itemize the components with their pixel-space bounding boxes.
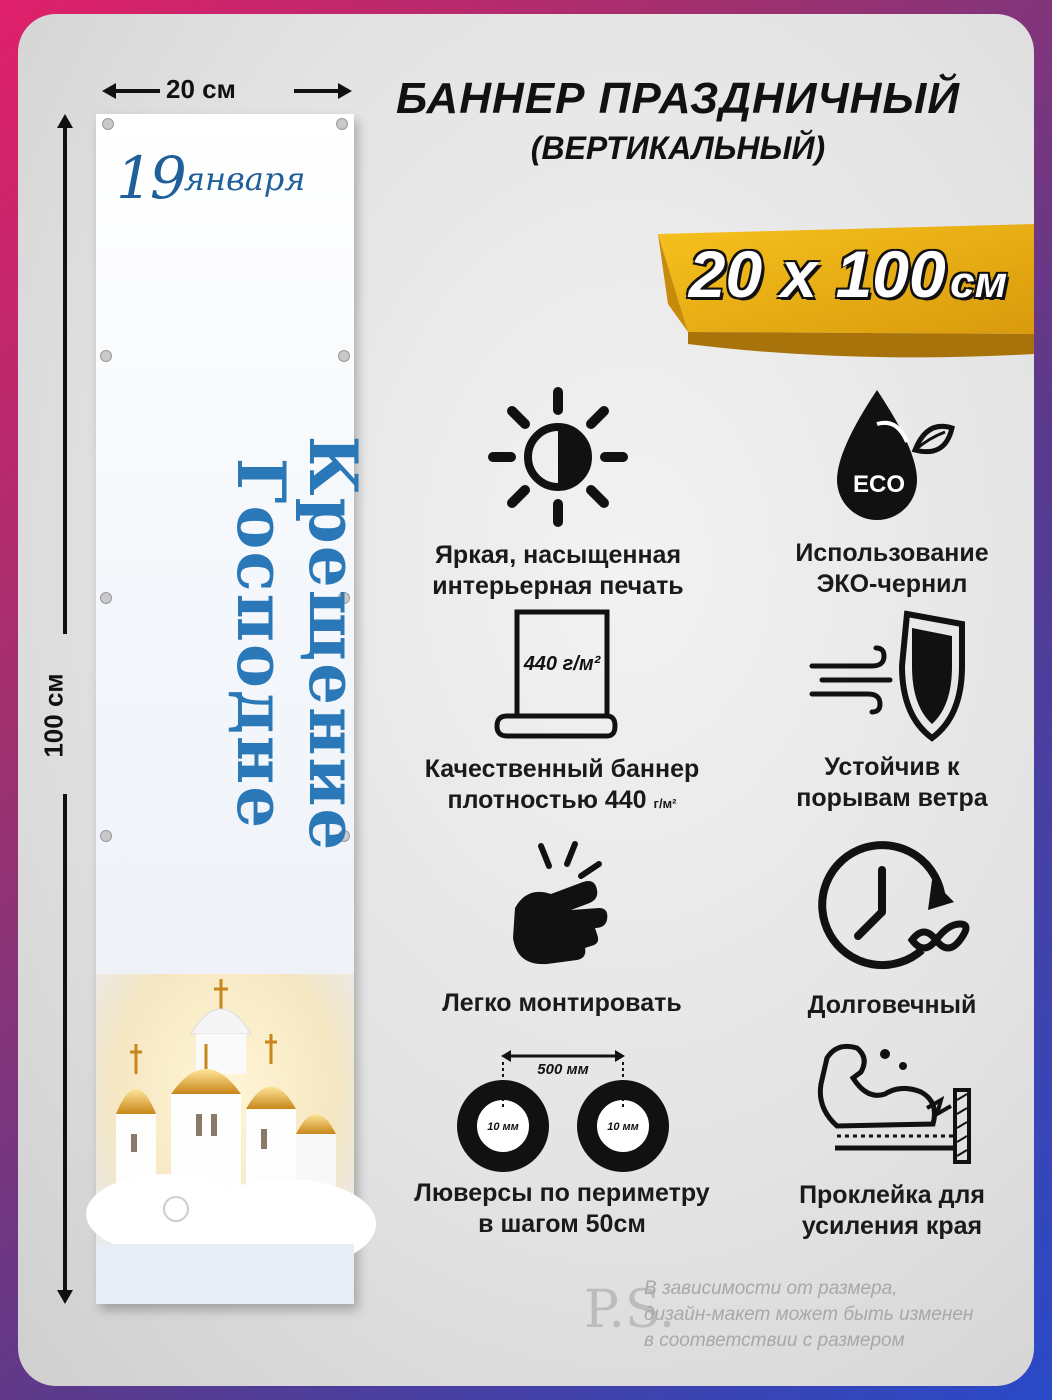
feature-caption: Проклейка для bbox=[799, 1181, 985, 1209]
feature-eco-ink bbox=[732, 380, 1052, 600]
grommet bbox=[336, 118, 348, 130]
feature-caption: Использование bbox=[795, 539, 989, 567]
feature-caption: плотностью 440 bbox=[447, 786, 647, 814]
feature-caption: ЭКО-чернил bbox=[816, 570, 968, 598]
feature-edge-reinforcement bbox=[732, 1038, 1052, 1242]
height-label: 100 см bbox=[38, 673, 69, 758]
ps-note-line: В зависимости от размера, bbox=[644, 1278, 898, 1299]
feature-caption: Легко монтировать bbox=[442, 989, 682, 1017]
feature-caption: Долговечный bbox=[807, 991, 977, 1019]
wind-shield-icon bbox=[802, 606, 982, 746]
hand-snap-icon bbox=[487, 838, 637, 978]
page-subtitle: (ВЕРТИКАЛЬНЫЙ) bbox=[530, 130, 826, 166]
density-label: 440 г/м² bbox=[523, 653, 601, 675]
feature-caption: интерьерная печать bbox=[432, 572, 684, 600]
feature-caption: Устойчив к bbox=[824, 753, 960, 781]
feature-quality-banner bbox=[402, 608, 722, 819]
feature-durable bbox=[732, 840, 1052, 1021]
feature-caption: Яркая, насыщенная bbox=[434, 541, 682, 569]
eco-label: ECO bbox=[852, 471, 906, 498]
feature-caption: Качественный баннер bbox=[424, 755, 700, 783]
banner-title-line2: Господне bbox=[222, 457, 300, 831]
density-unit: г/м² bbox=[653, 796, 677, 811]
banner-title bbox=[222, 264, 372, 1024]
banner-roll-icon bbox=[487, 608, 637, 744]
feature-caption: порывам ветра bbox=[796, 784, 988, 812]
church-illustration bbox=[96, 974, 354, 1304]
ps-mark: P.S. bbox=[584, 1280, 676, 1340]
grommet bbox=[100, 350, 112, 362]
banner-preview bbox=[96, 114, 372, 1304]
sun-contrast-icon bbox=[483, 382, 633, 532]
banner-date-month: января bbox=[183, 160, 306, 198]
feature-caption: в шагом 50см bbox=[478, 1210, 646, 1238]
product-card bbox=[18, 14, 1034, 1386]
size-value: 20 х 100 bbox=[688, 237, 946, 311]
page-title: БАННЕР ПРАЗДНИЧНЫЙ bbox=[395, 74, 961, 123]
size-unit: см bbox=[950, 258, 1008, 307]
feature-bright-print bbox=[398, 382, 718, 602]
feature-wind-resistant bbox=[732, 606, 1052, 814]
feature-grommets bbox=[402, 1044, 722, 1240]
strong-arm-icon bbox=[807, 1038, 977, 1174]
width-label: 20 см bbox=[166, 74, 236, 104]
grommets-icon bbox=[437, 1044, 687, 1174]
eco-drop-icon bbox=[817, 380, 967, 530]
ps-note-line: дизайн-макет может быть изменен bbox=[644, 1304, 974, 1325]
banner-date bbox=[116, 144, 305, 212]
clock-infinity-icon bbox=[812, 840, 972, 980]
banner-title-line1: Крещение bbox=[294, 435, 372, 853]
grommet bbox=[100, 830, 112, 842]
grommet-distance-label: 500 мм bbox=[537, 1061, 589, 1078]
feature-caption: усиления края bbox=[801, 1212, 983, 1240]
grommet bbox=[100, 592, 112, 604]
grommet-inner-label: 10 мм bbox=[487, 1121, 519, 1133]
feature-caption: Люверсы по периметру bbox=[414, 1179, 710, 1207]
product-heading bbox=[358, 74, 998, 167]
banner-date-number: 19 bbox=[116, 144, 184, 212]
grommet-inner-label: 10 мм bbox=[607, 1121, 639, 1133]
size-label bbox=[678, 236, 1018, 312]
feature-easy-mount bbox=[402, 838, 722, 1019]
grommet bbox=[102, 118, 114, 130]
ps-note-line: в соответствии с размером bbox=[644, 1330, 905, 1351]
